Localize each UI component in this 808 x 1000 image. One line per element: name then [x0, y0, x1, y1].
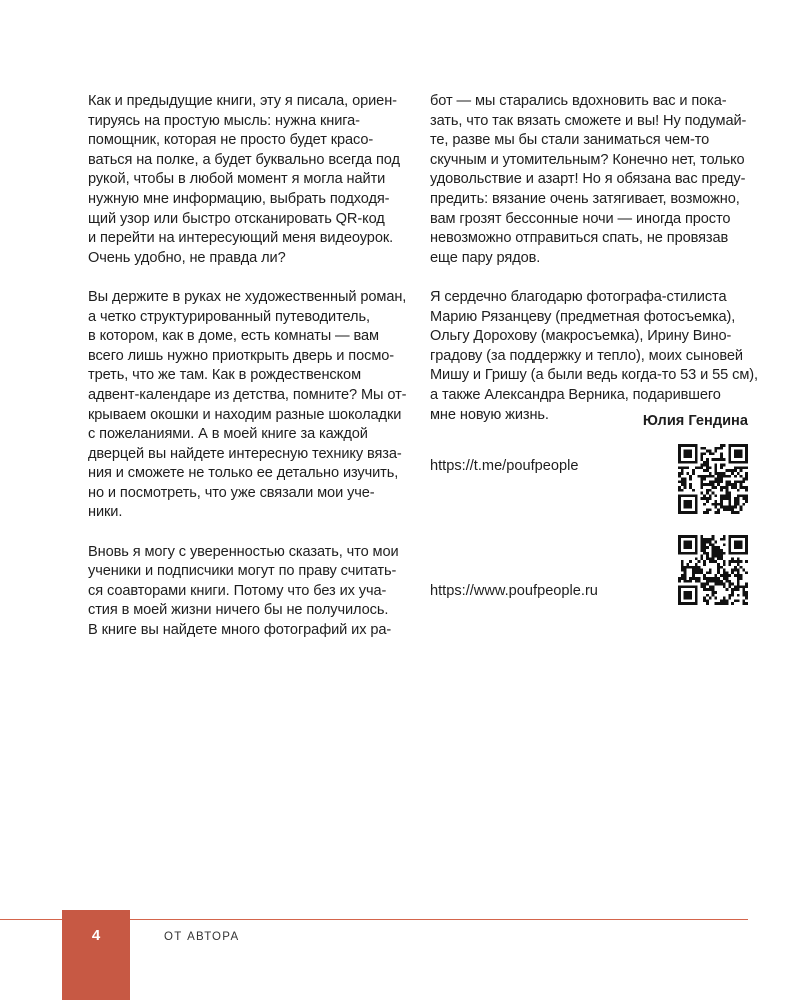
- paragraph-guide: [88, 288, 410, 523]
- text-line: и перейти на интересующий меня видеоурок.: [88, 230, 394, 247]
- text-line: дверцей вы найдете интересную технику вяза-: [88, 445, 402, 462]
- text-line: Очень удобно, не правда ли?: [88, 249, 286, 266]
- text-line: но и посмотреть, что уже связали мои уче-: [88, 484, 375, 501]
- page-number: 4: [91, 927, 101, 944]
- website-link[interactable]: https://www.poufpeople.ru: [430, 583, 598, 599]
- text-line: треть, что же там. Как в рождественском: [88, 367, 362, 384]
- text-line: Мишу и Гришу (а были ведь когда-то 53 и 55 см),: [430, 367, 758, 384]
- text-line: щий узор или быстро отсканировать QR-код: [88, 210, 385, 227]
- text-line: ся соавторами книги. Потому что без их уча-: [88, 582, 387, 599]
- text-line: а четко структурированный путеводитель,: [88, 308, 370, 325]
- page-number-tab: [62, 910, 130, 1000]
- text-line: скучным и утомительным? Конечно нет, только: [430, 151, 745, 168]
- text-line: адвент-календаре из детства, помните? Мы от-: [88, 386, 407, 403]
- text-line: Ольгу Дорохову (макросъемка), Ирину Вино-: [430, 328, 732, 345]
- text-line: тируясь на простую мысль: нужна книга-: [88, 112, 360, 129]
- text-line: вам грозят бессонные ночи — иногда просто: [430, 210, 731, 227]
- text-line: ваться на полке, а будет буквально всегда под: [88, 151, 400, 168]
- text-line: бот — мы старались вдохновить вас и пока-: [430, 93, 727, 109]
- text-line: нужную мне информацию, выбрать подходя-: [88, 190, 390, 207]
- text-line: зать, что так вязать сможете и вы! Ну подумай-: [430, 112, 747, 129]
- qr-code-telegram-icon: [678, 444, 748, 514]
- text-line: градову (за поддержку и тепло), моих сыновей: [430, 347, 743, 364]
- text-line: предить: вязание очень затягивает, возможно,: [430, 190, 740, 207]
- text-line: стия в моей жизни ничего бы не получилось.: [88, 602, 389, 619]
- text-line: те, разве мы бы стали заниматься чем-то: [430, 132, 710, 149]
- left-text-column: [88, 92, 410, 660]
- right-text-column: [430, 92, 758, 445]
- text-line: Вновь я могу с уверенностью сказать, что мои: [88, 543, 399, 560]
- text-line: Я сердечно благодарю фотографа-стилиста: [430, 288, 727, 305]
- text-line: Вы держите в руках не художественный роман,: [88, 288, 407, 305]
- text-line: в котором, как в доме, есть комнаты — вам: [88, 328, 379, 345]
- text-line: удовольствие и азарт! Но я обязана вас преду-: [430, 171, 746, 188]
- text-line: рукой, чтобы в любой момент я могла найти: [88, 171, 386, 188]
- text-line: помощник, которая не просто будет красо-: [88, 132, 374, 149]
- author-signature: Юлия Гендина: [642, 413, 748, 429]
- paragraph-continuation: [430, 92, 752, 268]
- qr-code-website-icon: [678, 535, 748, 605]
- text-line: ния и сможете не только ее детально изучить,: [88, 465, 399, 482]
- paragraph-acknowledgements: [430, 288, 758, 425]
- text-line: всего лишь нужно приоткрыть дверь и посмо-: [88, 347, 395, 364]
- text-line: ники.: [88, 504, 123, 521]
- text-line: невозможно отправиться спать, не провязав: [430, 230, 729, 247]
- text-line: Марию Рязанцеву (предметная фотосъемка),: [430, 308, 736, 325]
- section-title: ОТ АВТОРА: [164, 931, 240, 943]
- text-line: В книге вы найдете много фотографий их ра-: [88, 622, 392, 639]
- text-line: мне новую жизнь.: [430, 406, 549, 423]
- text-line: а также Александра Верника, подарившего: [430, 386, 721, 403]
- text-line: Как и предыдущие книги, эту я писала, ориен-: [88, 93, 397, 109]
- text-line: ученики и подписчики могут по праву считать-: [88, 563, 397, 580]
- telegram-link[interactable]: https://t.me/poufpeople: [430, 458, 579, 474]
- text-line: с пожеланиями. А в моей книге за каждой: [88, 426, 368, 443]
- text-line: еще пару рядов.: [430, 249, 541, 266]
- text-line: крываем окошки и находим разные шоколадки: [88, 406, 402, 423]
- paragraph-intro: [88, 92, 410, 268]
- paragraph-students: [88, 543, 410, 641]
